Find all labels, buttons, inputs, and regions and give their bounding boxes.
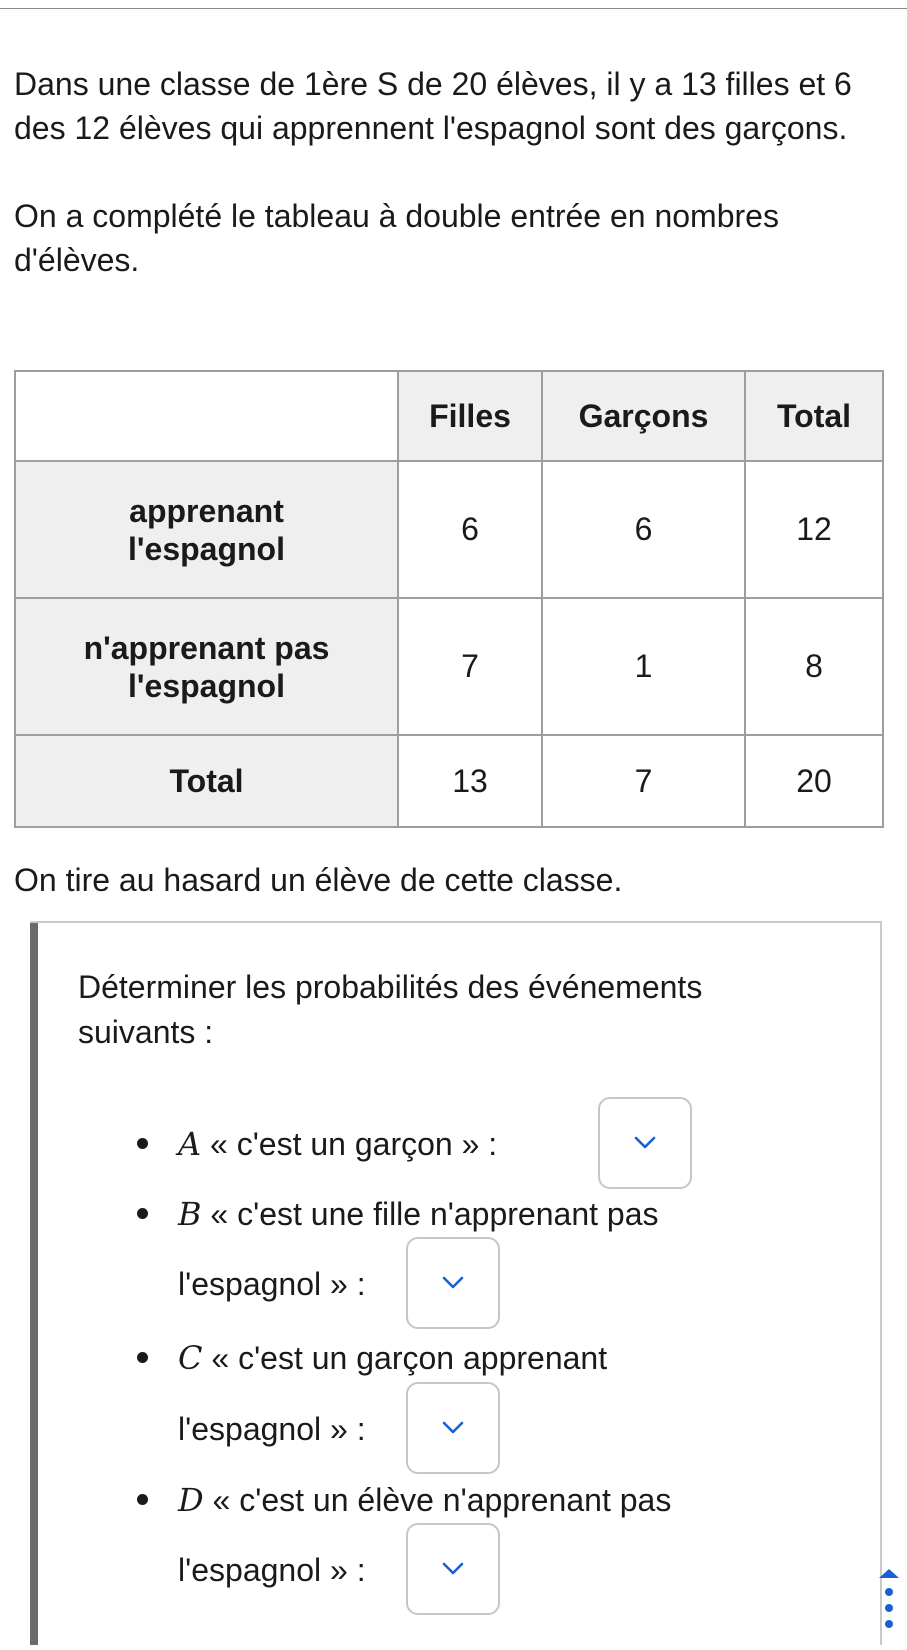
question-a-text: « c'est un garçon » : (210, 1126, 498, 1162)
header-total: Total (745, 371, 883, 461)
intro-paragraph-1: Dans une classe de 1ère S de 20 élèves, il y a 13 filles et 6 des 12 élèves qui apprennent l'espagnol sont des garçons. (14, 66, 852, 146)
question-d (178, 1478, 671, 1522)
contingency-table (14, 370, 884, 828)
cell-filles-apprenant: 6 (398, 461, 542, 598)
table-row (15, 461, 883, 598)
top-divider (0, 8, 907, 9)
table-row (15, 735, 883, 827)
cell-total-apprenant: 12 (745, 461, 883, 598)
exercise-prompt: Déterminer les probabilités des événements suivants : (78, 969, 703, 1050)
chevron-down-icon (634, 1136, 656, 1150)
scroll-indicator-icon (878, 1568, 900, 1645)
cell-filles-non-apprenant: 7 (398, 598, 542, 735)
exercise-left-bar (30, 923, 38, 1645)
intro-text (14, 62, 894, 282)
scroll-indicator[interactable] (878, 1568, 900, 1645)
cell-garcons-apprenant: 6 (542, 461, 745, 598)
question-b-text: « c'est une fille n'apprenant pas (210, 1196, 659, 1232)
chevron-down-icon (442, 1421, 464, 1435)
row-label-non-apprenant (15, 598, 398, 735)
draw-statement: On tire au hasard un élève de cette classe. (14, 862, 623, 898)
chevron-down-icon (442, 1562, 464, 1576)
question-c (178, 1336, 607, 1380)
cell-filles-total: 13 (398, 735, 542, 827)
bullet-b (137, 1208, 148, 1219)
header-filles: Filles (398, 371, 542, 461)
exercise-box (30, 921, 882, 1645)
event-letter-c: C (178, 1339, 203, 1377)
bullet-d (137, 1494, 148, 1505)
cell-total-non-apprenant: 8 (745, 598, 883, 735)
cell-grand-total: 20 (745, 735, 883, 827)
event-letter-b: B (178, 1195, 202, 1233)
table-corner-cell (15, 371, 398, 461)
table-header-row (15, 371, 883, 461)
question-b (178, 1192, 658, 1236)
row-label-total: Total (15, 735, 398, 827)
event-letter-d: D (178, 1481, 204, 1519)
event-letter-a: A (178, 1125, 202, 1163)
question-c-line2: l'espagnol » : (178, 1411, 366, 1447)
cell-garcons-non-apprenant: 1 (542, 598, 745, 735)
row-label-text: n'apprenant pas l'espagnol (83, 629, 330, 704)
bullet-c (137, 1352, 148, 1363)
question-b-line2: l'espagnol » : (178, 1266, 366, 1302)
bullet-a (137, 1138, 148, 1149)
question-d-text: « c'est un élève n'apprenant pas (212, 1482, 672, 1518)
answer-dropdown-d[interactable] (406, 1523, 500, 1615)
answer-dropdown-c[interactable] (406, 1382, 500, 1474)
question-a (178, 1122, 497, 1166)
answer-dropdown-a[interactable] (598, 1097, 692, 1189)
header-garcons: Garçons (542, 371, 745, 461)
cell-garcons-total: 7 (542, 735, 745, 827)
row-label-text: apprenant l'espagnol (128, 492, 285, 567)
table-row (15, 598, 883, 735)
chevron-down-icon (442, 1276, 464, 1290)
question-d-line2: l'espagnol » : (178, 1552, 366, 1588)
answer-dropdown-b[interactable] (406, 1237, 500, 1329)
row-label-apprenant (15, 461, 398, 598)
intro-paragraph-2: On a complété le tableau à double entrée en nombres d'élèves. (14, 198, 779, 278)
question-c-text: « c'est un garçon apprenant (211, 1340, 608, 1376)
